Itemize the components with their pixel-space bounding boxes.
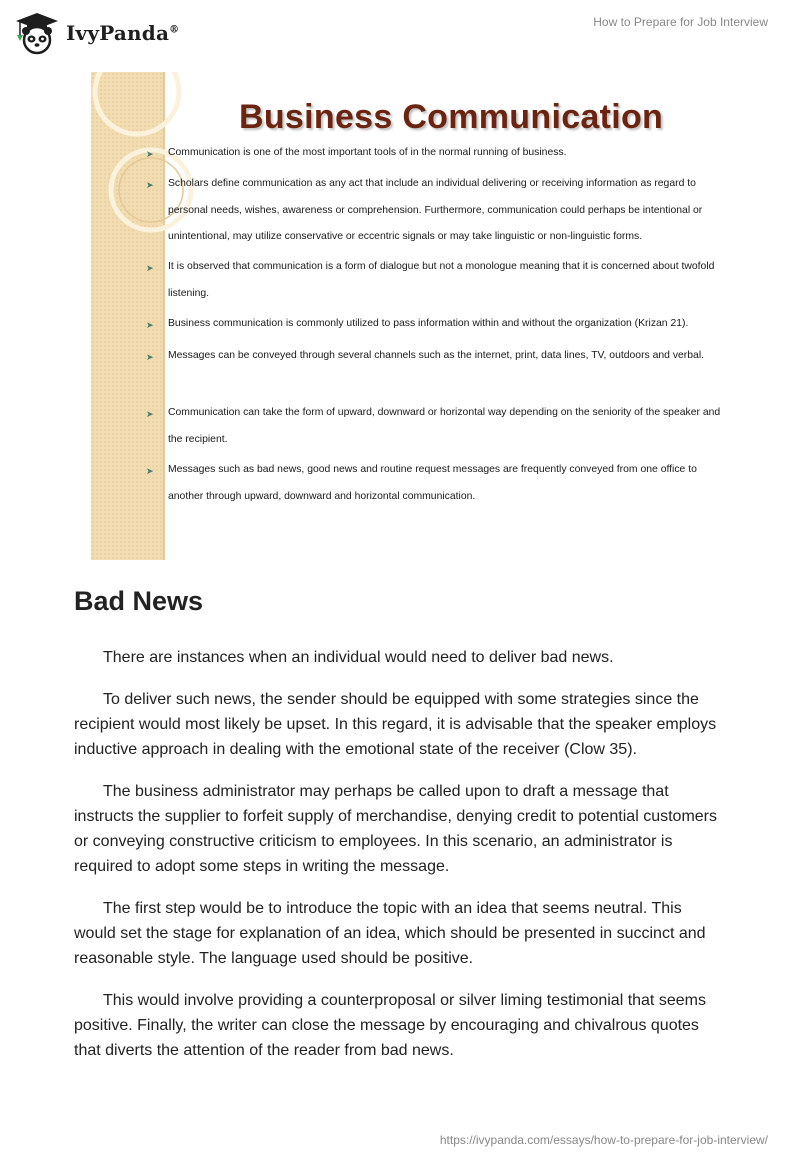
article-paragraph: The business administrator may perhaps be called upon to draft a message that instructs the supplier to forfeit supply of merchandise, denying credit to potential customers or conveying constructive criticism to employees. In this scenario, an administrator is required to adopt some steps in writing the message. bbox=[74, 783, 717, 875]
bullet-arrow-icon: ➤ bbox=[146, 409, 154, 419]
bullet-arrow-icon: ➤ bbox=[146, 320, 154, 330]
panda-graduate-icon bbox=[14, 11, 60, 55]
bullet-arrow-icon: ➤ bbox=[146, 149, 154, 159]
brand-name: IvyPanda® bbox=[66, 21, 180, 45]
slide-bullet-text: Scholars define communication as any act that include an individual delivering or receiving information as regard to personal needs, wishes, awareness or comprehension. Furthermore, communication could perhaps be intentional or unintentional, may utilize conservative or eccentric signals or may take linguistic or non-linguistic forms. bbox=[168, 178, 703, 242]
section-heading: Bad News bbox=[74, 586, 204, 616]
slide-bullet-text: Communication can take the form of upward, downward or horizontal way depending on the seniority of the speaker and the recipient. bbox=[168, 407, 721, 445]
slide-bullet-text: Business communication is commonly utilized to pass information within and without the organization (Krizan 21). bbox=[168, 318, 689, 329]
article-paragraph: There are instances when an individual would need to deliver bad news. bbox=[103, 649, 614, 666]
slide-bullet-text: It is observed that communication is a form of dialogue but not a monologue meaning that it is concerned about twofold listening. bbox=[168, 261, 715, 299]
slide-bullet-text: Communication is one of the most important tools of in the normal running of business. bbox=[168, 147, 567, 158]
article-body bbox=[74, 645, 724, 1080]
footer-source-url[interactable]: https://ivypanda.com/essays/how-to-prepare-for-job-interview/ bbox=[439, 1133, 768, 1147]
article-paragraph: This would involve providing a counterproposal or silver liming testimonial that seems positive. Finally, the writer can close the message by encouraging and chivalrous quotes that diverts the attention of the reader from bad news. bbox=[74, 992, 706, 1059]
slide-title: Business Communication bbox=[239, 98, 664, 136]
slide-bullet-text: Messages can be conveyed through several channels such as the internet, print, data lines, TV, outdoors and verbal. bbox=[168, 350, 705, 361]
page-header bbox=[0, 0, 800, 60]
article-paragraph: To deliver such news, the sender should be equipped with some strategies since the recipient would most likely be upset. In this regard, it is advisable that the speaker employs inductive approach in dealing with the emotional state of the receiver (Clow 35). bbox=[74, 691, 717, 758]
slide-bullet-text: Messages such as bad news, good news and routine request messages are frequently conveyed from one office to another through upward, downward and horizontal communication. bbox=[168, 464, 697, 502]
article-paragraph: The first step would be to introduce the topic with an idea that seems neutral. This would set the stage for explanation of an idea, which should be presented in succinct and reasonable style. The language used should be positive. bbox=[74, 900, 706, 967]
bullet-arrow-icon: ➤ bbox=[146, 180, 154, 190]
ivypanda-logo[interactable] bbox=[14, 10, 179, 56]
slide-image bbox=[91, 72, 731, 560]
bullet-arrow-icon: ➤ bbox=[146, 466, 154, 476]
bullet-arrow-icon: ➤ bbox=[146, 263, 154, 273]
bullet-arrow-icon: ➤ bbox=[146, 352, 154, 362]
document-title: How to Prepare for Job Interview bbox=[593, 15, 768, 29]
